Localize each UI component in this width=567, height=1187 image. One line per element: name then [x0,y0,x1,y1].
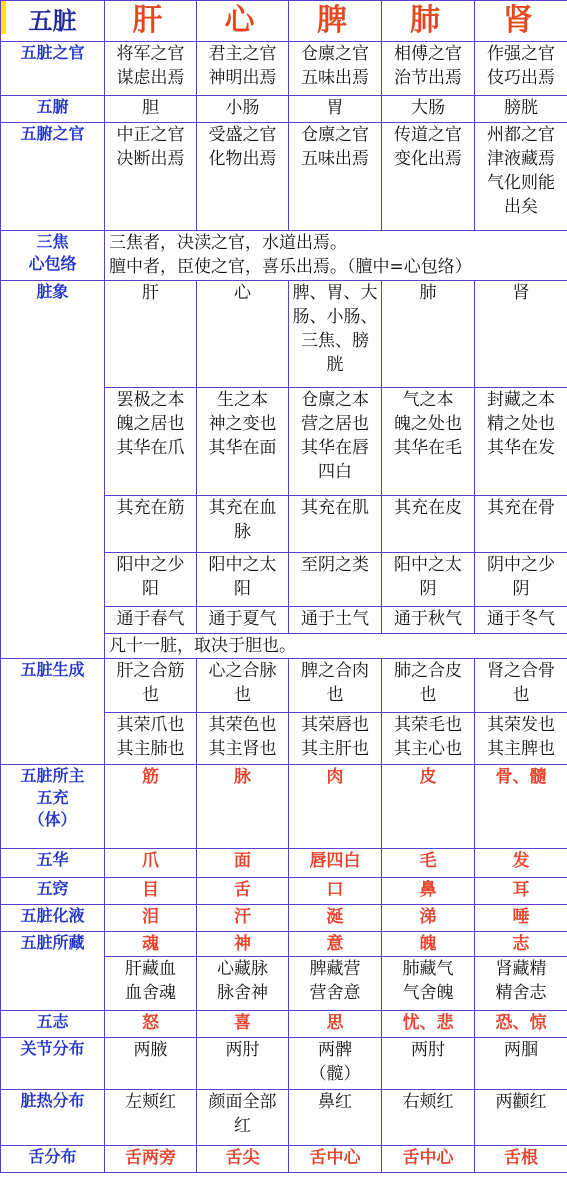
row-label: 五脏化液 [1,905,105,932]
cell: 其荣发也 其主脾也 [475,713,567,765]
cell: 大肠 [382,96,475,123]
cell: 舌 [197,878,289,905]
cell: 发 [475,849,567,878]
cell: 皮 [382,765,475,849]
cell: 脉 [197,765,289,849]
cell: 神 [197,932,289,957]
cell: 怒 [105,1011,197,1038]
cell: 传道之官 变化出焉 [382,123,475,231]
cell: 阳中之太 阳 [197,553,289,607]
cell: 毛 [382,849,475,878]
row-she [1,1146,567,1173]
cell: 中正之官 决断出焉 [105,123,197,231]
cell: 舌尖 [197,1146,289,1173]
row-sanjiao [1,231,567,281]
header-organ-heart: 心 [197,1,289,42]
cell: 目 [105,878,197,905]
cell: 心 [197,281,289,388]
cell: 忧、悲 [382,1011,475,1038]
cell: 肺之合皮 也 [382,659,475,713]
cell: 魄 [382,932,475,957]
row-guanjie [1,1038,567,1090]
cell: 口 [289,878,382,905]
cell: 其荣唇也 其主肝也 [289,713,382,765]
cell: 阴中之少 阴 [475,553,567,607]
row-fu [1,96,567,123]
cell: 涕 [382,905,475,932]
cell: 脾、胃、大 肠、小肠、 三焦、膀 胱 [289,281,382,388]
cell: 心藏脉 脉舍神 [197,957,289,1011]
cell: 肝 [105,281,197,388]
cell: 泪 [105,905,197,932]
cell: 舌两旁 [105,1146,197,1173]
cell: 肾之合骨 也 [475,659,567,713]
row-re [1,1090,567,1146]
row-label: 五华 [1,849,105,878]
cell: 其充在骨 [475,496,567,553]
row-label: 五腑 [1,96,105,123]
cell: 筋 [105,765,197,849]
cell: 其充在皮 [382,496,475,553]
cell: 阳中之太 阴 [382,553,475,607]
cell: 唇四白 [289,849,382,878]
cell: 肝藏血 血舍魂 [105,957,197,1011]
row-zangxiang-head [1,281,567,388]
cell: 其荣毛也 其主心也 [382,713,475,765]
cell: 左颊红 [105,1090,197,1146]
cell: 两肘 [382,1038,475,1090]
cell: 通于春气 [105,607,197,634]
cell: 魂 [105,932,197,957]
cell: 鼻 [382,878,475,905]
cell: 气之本 魄之处也 其华在毛 [382,388,475,496]
cell: 恐、惊 [475,1011,567,1038]
cell: 鼻红 [289,1090,382,1146]
cell: 爪 [105,849,197,878]
cell: 通于冬气 [475,607,567,634]
row-fuguan [1,123,567,231]
zangxiang-note: 凡十一脏，取决于胆也。 [105,634,567,659]
cell: 生之本 神之变也 其华在面 [197,388,289,496]
cell: 颜面全部 红 [197,1090,289,1146]
cell: 阳中之少 阳 [105,553,197,607]
row-label: 五腑之官 [1,123,105,231]
cell: 肾藏精 精舍志 [475,957,567,1011]
header-organ-liver: 肝 [105,1,197,42]
cell: 肾 [475,281,567,388]
cell: 通于土气 [289,607,382,634]
cell: 作强之官 伎巧出焉 [475,42,567,96]
cell: 受盛之官 化物出焉 [197,123,289,231]
cell: 两髀 （髋） [289,1038,382,1090]
cell: 舌根 [475,1146,567,1173]
cell: 通于秋气 [382,607,475,634]
cell: 意 [289,932,382,957]
cell: 两肘 [197,1038,289,1090]
row-cang [1,932,567,957]
cell: 思 [289,1011,382,1038]
row-zhi [1,1011,567,1038]
row-label: 五脏生成 [1,659,105,765]
row-ye [1,905,567,932]
cell: 心之合脉 也 [197,659,289,713]
header-organ-spleen: 脾 [289,1,382,42]
row-label: 五脏所藏 [1,932,105,1011]
cell: 肉 [289,765,382,849]
cell: 小肠 [197,96,289,123]
cell: 肺 [382,281,475,388]
cell: 仓廪之官 五味出焉 [289,42,382,96]
cell: 州都之官 津液藏焉 气化则能 出矣 [475,123,567,231]
cell: 汗 [197,905,289,932]
cell: 脾藏营 营舍意 [289,957,382,1011]
cell: 其荣爪也 其主肺也 [105,713,197,765]
cell: 仓廪之本 营之居也 其华在唇 四白 [289,388,382,496]
cell: 骨、髓 [475,765,567,849]
cell: 唾 [475,905,567,932]
cell: 通于夏气 [197,607,289,634]
header-row [1,1,567,42]
cell: 肝之合筋 也 [105,659,197,713]
row-label: 五志 [1,1011,105,1038]
row-label: 五脏所主 五充 （体） [1,765,105,849]
header-organ-lung: 肺 [382,1,475,42]
row-label: 舌分布 [1,1146,105,1173]
row-label: 关节分布 [1,1038,105,1090]
cell: 至阴之类 [289,553,382,607]
cell: 两颧红 [475,1090,567,1146]
cell: 其充在筋 [105,496,197,553]
cell: 两腘 [475,1038,567,1090]
row-label: 五窍 [1,878,105,905]
row-guan [1,42,567,96]
cell: 膀胱 [475,96,567,123]
cell: 肺藏气 气舍魄 [382,957,475,1011]
cell: 脾之合肉 也 [289,659,382,713]
row-label: 五脏之官 [1,42,105,96]
cell: 君主之官 神明出焉 [197,42,289,96]
row-suozhu [1,765,567,849]
cell: 相傅之官 治节出焉 [382,42,475,96]
cell: 耳 [475,878,567,905]
cell: 胆 [105,96,197,123]
cell: 舌中心 [382,1146,475,1173]
cell: 仓廪之官 五味出焉 [289,123,382,231]
cell: 右颊红 [382,1090,475,1146]
cell: 罢极之本 魄之居也 其华在爪 [105,388,197,496]
cell: 胃 [289,96,382,123]
row-label: 脏热分布 [1,1090,105,1146]
row-shengcheng-he [1,659,567,713]
header-organ-kidney: 肾 [475,1,567,42]
cell: 涎 [289,905,382,932]
cell: 喜 [197,1011,289,1038]
cell: 面 [197,849,289,878]
header-label: 五脏 [1,1,105,42]
row-hua [1,849,567,878]
cell: 其充在肌 [289,496,382,553]
cell: 将军之官 谋虑出焉 [105,42,197,96]
sanjiao-text: 三焦者，决渎之官，水道出焉。 膻中者，臣使之官，喜乐出焉。（膻中=心包络） [105,231,567,281]
cell: 两腋 [105,1038,197,1090]
cell: 舌中心 [289,1146,382,1173]
row-label: 脏象 [1,281,105,659]
cell: 封藏之本 精之处也 其华在发 [475,388,567,496]
row-qiao [1,878,567,905]
cell: 志 [475,932,567,957]
cell: 其荣色也 其主肾也 [197,713,289,765]
row-label: 三焦 心包络 [1,231,105,281]
cell: 其充在血 脉 [197,496,289,553]
